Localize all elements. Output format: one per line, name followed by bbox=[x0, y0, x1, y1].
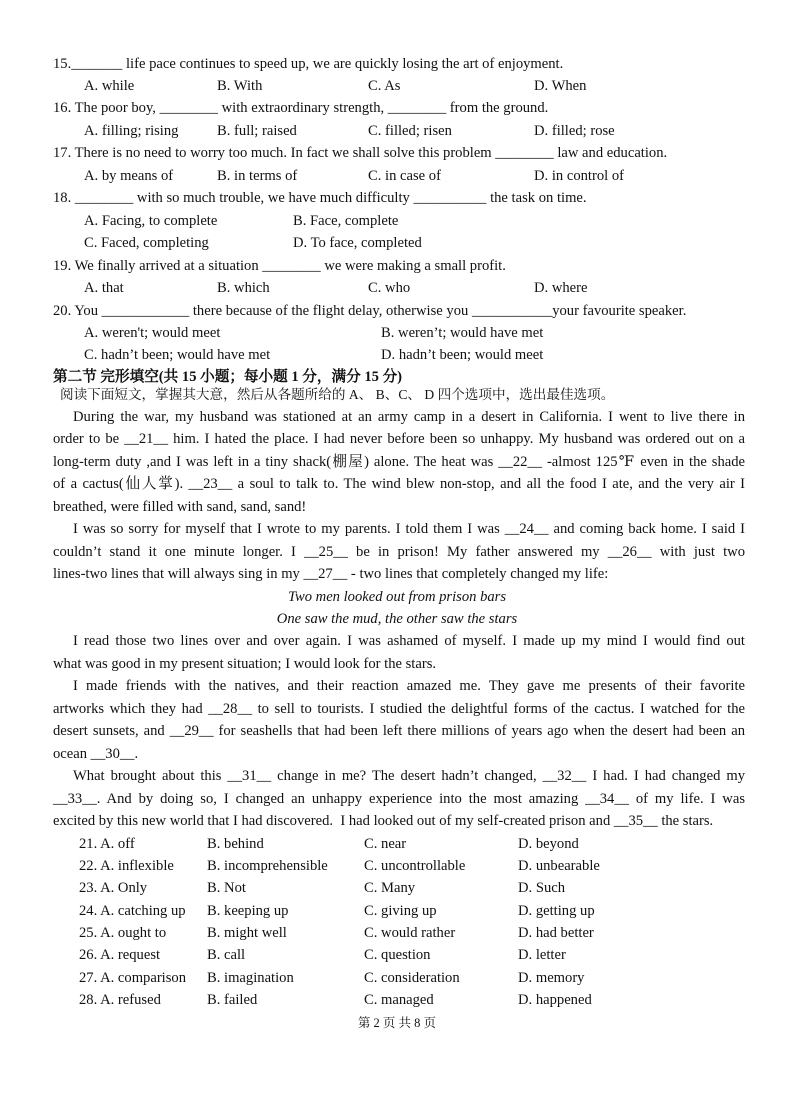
passage-line: I was so sorry for myself that I wrote to my parents. I told them I was __24__ and coming back home. I said I bbox=[73, 521, 745, 537]
passage-line: lines-two lines that will always sing in my __27__ - two lines that completely changed my life: bbox=[53, 566, 609, 582]
answer-option: D. Such bbox=[518, 880, 566, 896]
passage-line: order to be __21__ him. I hated the place. I had never before been so unhappy. My husband was ordered out on a bbox=[53, 431, 745, 447]
answer-option: 23. A. Only bbox=[79, 880, 148, 896]
option-a: A. by means of bbox=[84, 168, 174, 184]
option-b: B. Face, complete bbox=[293, 213, 399, 229]
answer-option: C. consideration bbox=[364, 970, 460, 986]
answer-option: B. Not bbox=[207, 880, 246, 896]
answer-option: B. might well bbox=[207, 925, 287, 941]
poem-line: Two men looked out from prison bars bbox=[287, 589, 507, 605]
option-a: A. weren't; would meet bbox=[84, 325, 221, 341]
option-c: C. in case of bbox=[368, 168, 441, 184]
passage-line: What brought about this __31__ change in me? The desert hadn’t changed, __32__ I had. I had changed my bbox=[73, 768, 745, 784]
page-number: 第 2 页 共 8 页 bbox=[357, 1016, 437, 1030]
answer-option: D. unbearable bbox=[518, 858, 600, 874]
option-d: D. where bbox=[534, 280, 588, 296]
answer-option: D. memory bbox=[518, 970, 585, 986]
answer-option: B. behind bbox=[207, 836, 264, 852]
answer-option: C. near bbox=[364, 836, 407, 852]
passage-line: of a cactus(仙人掌). __23__ a soul to talk to. The wind blew non-stop, and all the food I ate, and the very air I bbox=[53, 476, 745, 492]
option-a: A. Facing, to complete bbox=[84, 213, 218, 229]
section-instruction: 阅读下面短文，掌握其大意，然后从各题所给的 A、 B、C、 D 四个选项中，选出最佳选项。 bbox=[60, 387, 615, 402]
passage-line: desert sunsets, and __29__ for seashells that had been left there millions of years ago when the desert had been an bbox=[53, 723, 745, 739]
answer-option: D. beyond bbox=[518, 836, 579, 852]
answer-option: 22. A. inflexible bbox=[79, 858, 174, 874]
option-a: A. while bbox=[84, 78, 135, 94]
passage-line: I made friends with the natives, and their reaction amazed me. They gave me presents of their favorite bbox=[73, 678, 745, 694]
answer-option: B. imagination bbox=[207, 970, 294, 986]
answer-option: 26. A. request bbox=[79, 947, 161, 963]
answer-option: 27. A. comparison bbox=[79, 970, 187, 986]
option-b: B. weren’t; would have met bbox=[381, 325, 544, 341]
answer-option: C. question bbox=[364, 947, 431, 963]
option-b: B. full; raised bbox=[217, 123, 297, 139]
answer-option: B. failed bbox=[207, 992, 258, 1008]
question-stem: 15._______ life pace continues to speed up, we are quickly losing the art of enjoyment. bbox=[53, 56, 564, 72]
option-b: B. in terms of bbox=[217, 168, 298, 184]
option-c: C. who bbox=[368, 280, 411, 296]
answer-option: D. letter bbox=[518, 947, 566, 963]
answer-option: B. keeping up bbox=[207, 903, 289, 919]
answer-option: 24. A. catching up bbox=[79, 903, 186, 919]
option-b: B. With bbox=[217, 78, 263, 94]
answer-option: B. call bbox=[207, 947, 246, 963]
answer-option: 28. A. refused bbox=[79, 992, 161, 1008]
passage-line: During the war, my husband was stationed at an army camp in a desert in California. I went to live there in bbox=[73, 409, 745, 425]
option-a: A. filling; rising bbox=[84, 123, 179, 139]
question-stem: 16. The poor boy, ________ with extraordinary strength, ________ from the ground. bbox=[53, 100, 549, 116]
answer-option: C. uncontrollable bbox=[364, 858, 466, 874]
option-d: D. hadn’t been; would meet bbox=[381, 347, 544, 363]
passage-line: I read those two lines over and over again. I was ashamed of myself. I made up my mind I would find out bbox=[73, 633, 745, 649]
question-stem: 18. ________ with so much trouble, we have much difficulty __________ the task on time. bbox=[53, 190, 587, 206]
passage-line: artworks which they had __28__ to sell to tourists. I studied the delightful forms of the cactus. I watched for the bbox=[53, 701, 745, 717]
answer-option: C. managed bbox=[364, 992, 434, 1008]
passage-line: excited by this new world that I had discovered. I had looked out of my self-created prison and __35__ the stars. bbox=[53, 813, 714, 829]
answer-option: C. would rather bbox=[364, 925, 456, 941]
section-title: 第二节 完形填空(共 15 小题；每小题 1 分，满分 15 分) bbox=[53, 369, 403, 385]
option-c: C. filled; risen bbox=[368, 123, 452, 139]
answer-option: C. giving up bbox=[364, 903, 437, 919]
passage-line: ocean __30__. bbox=[53, 746, 139, 762]
option-c: C. Faced, completing bbox=[84, 235, 209, 251]
answer-option: B. incomprehensible bbox=[207, 858, 328, 874]
passage-line: what was good in my present situation; I would look for the stars. bbox=[53, 656, 437, 672]
answer-option: C. Many bbox=[364, 880, 416, 896]
passage-line: breathed, were filled with sand, sand, sand! bbox=[53, 499, 307, 515]
option-d: D. When bbox=[534, 78, 587, 94]
option-a: A. that bbox=[84, 280, 124, 296]
answer-option: 21. A. off bbox=[79, 836, 135, 852]
option-b: B. which bbox=[217, 280, 270, 296]
option-c: C. hadn’t been; would have met bbox=[84, 347, 271, 363]
passage-line: __33__. And by doing so, I changed an unhappy experience into the most amazing __34__ of my life. I was bbox=[53, 791, 745, 807]
passage-line: long-term duty ,and I was left in a tiny shack(棚屋) alone. The heat was __22__ -almost 125℉ even in the shade bbox=[53, 454, 745, 470]
option-c: C. As bbox=[368, 78, 401, 94]
answer-option: D. happened bbox=[518, 992, 592, 1008]
question-stem: 19. We finally arrived at a situation ________ we were making a small profit. bbox=[53, 258, 506, 274]
question-stem: 20. You ____________ there because of the flight delay, otherwise you ___________your favourite speaker. bbox=[53, 303, 687, 319]
poem-line: One saw the mud, the other saw the stars bbox=[276, 611, 518, 627]
passage-line: couldn’t stand it one minute longer. I __25__ be in prison! My father answered my __26__ with just two bbox=[53, 544, 745, 560]
question-stem: 17. There is no need to worry too much. In fact we shall solve this problem ________ law and education. bbox=[53, 145, 668, 161]
option-d: D. filled; rose bbox=[534, 123, 615, 139]
answer-option: 25. A. ought to bbox=[79, 925, 167, 941]
answer-option: D. had better bbox=[518, 925, 594, 941]
option-d: D. To face, completed bbox=[293, 235, 422, 251]
option-d: D. in control of bbox=[534, 168, 624, 184]
answer-option: D. getting up bbox=[518, 903, 595, 919]
